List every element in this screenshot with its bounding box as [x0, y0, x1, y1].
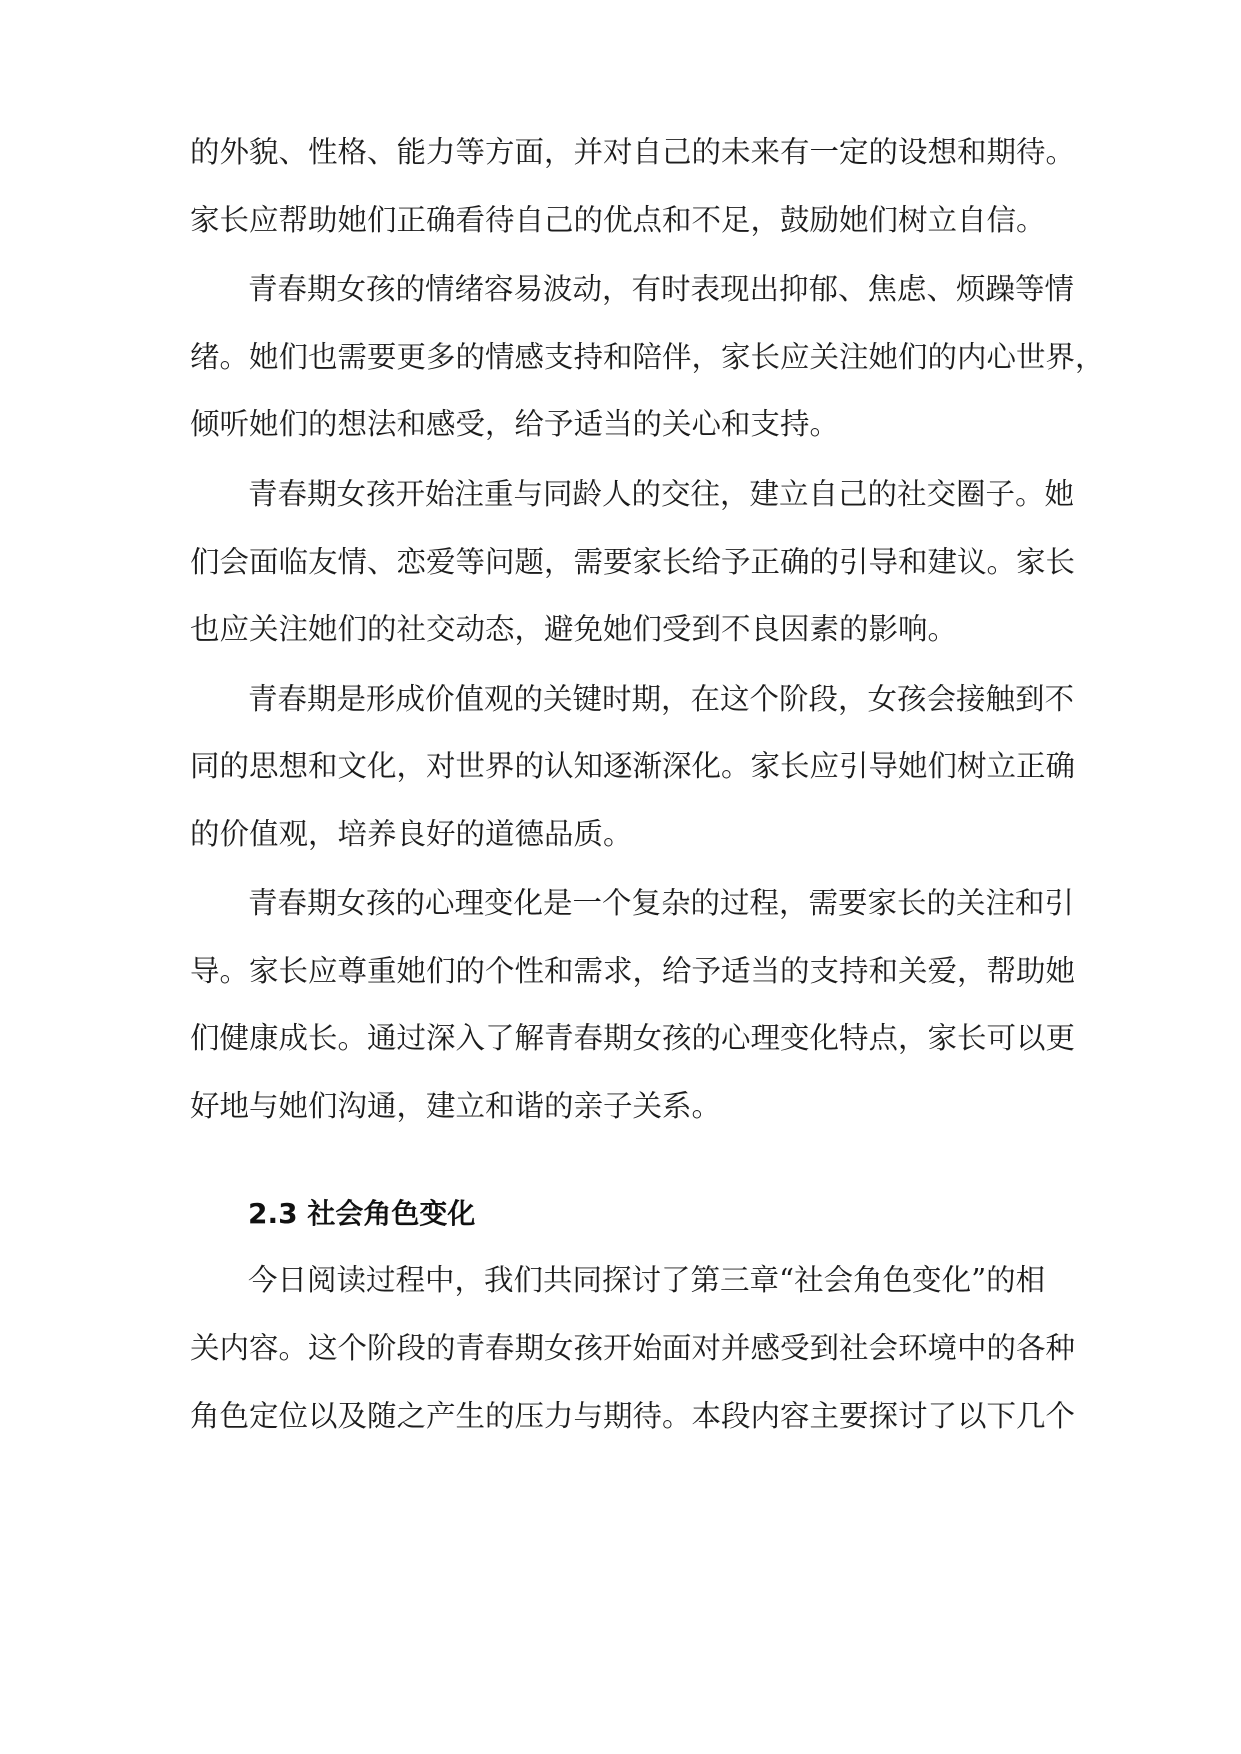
paragraph-4-line-3: 的价值观，培养良好的道德品质。 — [190, 817, 633, 851]
paragraph-5-line-2: 导。家长应尊重她们的个性和需求，给予适当的支持和关爱，帮助她 — [190, 954, 1076, 988]
paragraph-1-line-2: 家长应帮助她们正确看待自己的优点和不足，鼓励她们树立自信。 — [190, 203, 1046, 237]
section-paragraph-line-2: 关内容。这个阶段的青春期女孩开始面对并感受到社会环境中的各种 — [190, 1331, 1076, 1365]
paragraph-3-line-2: 们会面临友情、恋爱等问题，需要家长给予正确的引导和建议。家长 — [190, 545, 1076, 579]
section-paragraph-line-1: 今日阅读过程中，我们共同探讨了第三章“社会角色变化”的相 — [248, 1263, 1046, 1297]
paragraph-2-line-1: 青春期女孩的情绪容易波动，有时表现出抑郁、焦虑、烦躁等情 — [248, 272, 1075, 306]
paragraph-2-line-3: 倾听她们的想法和感受，给予适当的关心和支持。 — [190, 407, 840, 441]
paragraph-3-line-1: 青春期女孩开始注重与同龄人的交往，建立自己的社交圈子。她 — [248, 477, 1075, 511]
paragraph-1-line-1: 的外貌、性格、能力等方面，并对自己的未来有一定的设想和期待。 — [190, 135, 1076, 169]
paragraph-5-line-4: 好地与她们沟通，建立和谐的亲子关系。 — [190, 1089, 722, 1123]
paragraph-2-line-2: 绪。她们也需要更多的情感支持和陪伴，家长应关注她们的内心世界， — [190, 340, 1105, 374]
paragraph-5-line-1: 青春期女孩的心理变化是一个复杂的过程，需要家长的关注和引 — [248, 886, 1075, 920]
section-paragraph-line-3: 角色定位以及随之产生的压力与期待。本段内容主要探讨了以下几个 — [190, 1399, 1076, 1433]
paragraph-4-line-2: 同的思想和文化，对世界的认知逐渐深化。家长应引导她们树立正确 — [190, 749, 1076, 783]
section-heading: 2.3 社会角色变化 — [248, 1197, 476, 1230]
paragraph-4-line-1: 青春期是形成价值观的关键时期，在这个阶段，女孩会接触到不 — [248, 682, 1075, 716]
paragraph-5-line-3: 们健康成长。通过深入了解青春期女孩的心理变化特点，家长可以更 — [190, 1021, 1076, 1055]
paragraph-3-line-3: 也应关注她们的社交动态，避免她们受到不良因素的影响。 — [190, 612, 958, 646]
